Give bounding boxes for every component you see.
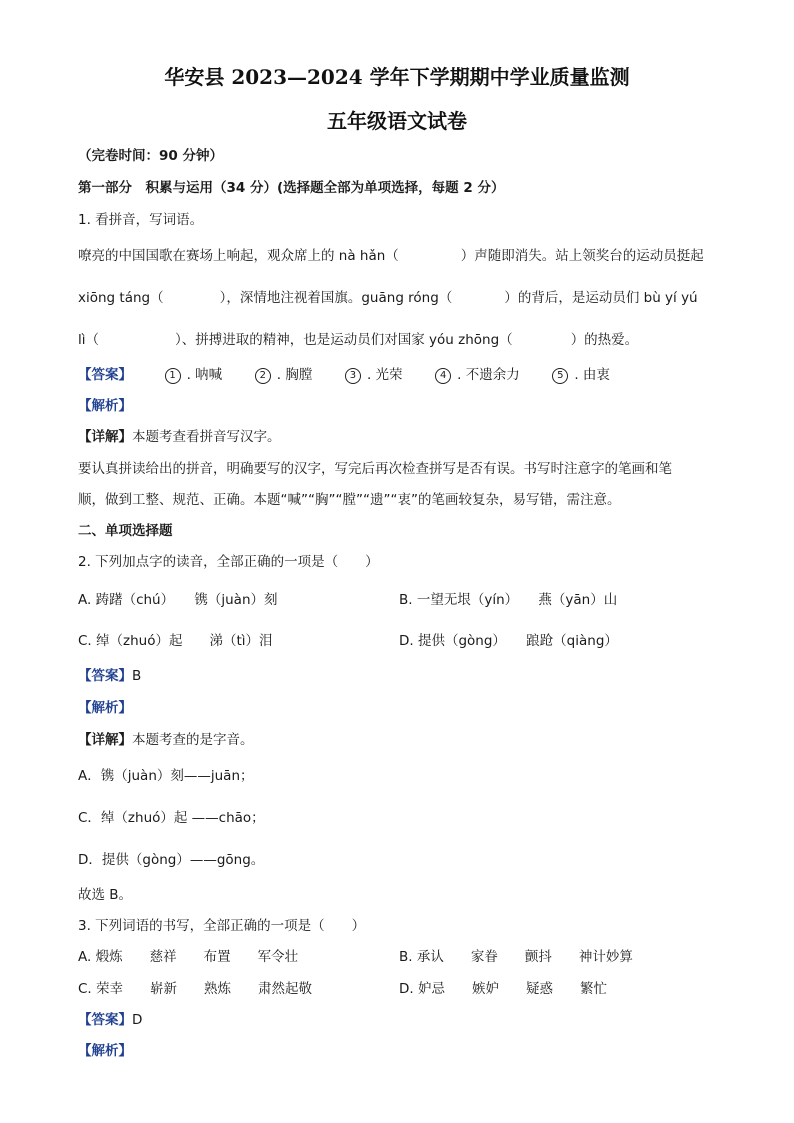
q1-line3-part-c: ）的热爱。 xyxy=(570,332,639,348)
q1-answer-tag: 【答案】 xyxy=(78,367,132,383)
q1-detail xyxy=(78,428,281,446)
q1-line2-part-a: xiōng táng（ xyxy=(78,290,164,306)
q3-option-b: B. 承认 家眷 颤抖 神计妙算 xyxy=(399,949,633,965)
exam-title: 华安县 2023—2024 学年下学期期中学业质量监测 xyxy=(164,65,630,89)
q2-option-d: D. 提供（gòng） 踉跄（qiàng） xyxy=(399,633,618,649)
q1-detail-text: 本题考查看拼音写汉字。 xyxy=(132,429,281,445)
q3-answer-row xyxy=(78,1011,142,1029)
q1-explain-line2: 顺，做到工整、规范、正确。本题“喊”“胸”“膛”“遗”“衷”的笔画较复杂，易写错，需注意。 xyxy=(78,492,621,508)
q3-stem: 3. 下列词语的书写，全部正确的一项是（ ） xyxy=(78,918,366,934)
q2-answer-tag: 【答案】 xyxy=(78,668,132,684)
q2-explain-c: C．绰（zhuó）起 ——chāo； xyxy=(78,810,265,826)
q3-answer-value: D xyxy=(132,1012,143,1028)
q3-answer-tag: 【答案】 xyxy=(78,1012,132,1028)
circled-number-5: 5 xyxy=(552,368,568,384)
section2-heading: 二、单项选择题 xyxy=(78,523,173,539)
q1-line2-part-b: ），深情地注视着国旗。guāng róng（ xyxy=(219,290,453,306)
q2-detail xyxy=(78,731,254,749)
q2-detail-tag: 【详解】 xyxy=(78,732,132,748)
q1-stem: 1. 看拼音，写词语。 xyxy=(78,212,204,228)
q3-analysis-tag: 【解析】 xyxy=(78,1043,132,1059)
q1-answer-row xyxy=(78,366,610,384)
q1-line1-part-b: ）声随即消失。站上领奖台的运动员挺起 xyxy=(460,248,704,264)
q3-option-c: C. 荣幸 崭新 熟炼 肃然起敬 xyxy=(78,981,313,997)
q1-line1 xyxy=(78,247,704,265)
q1-answer-4: 4 . 不遗余力 xyxy=(435,367,520,383)
duration-note: （完卷时间：90 分钟） xyxy=(78,148,223,164)
q1-answer-3: 3 . 光荣 xyxy=(345,367,403,383)
q1-line1-part-a: 嘹亮的中国国歌在赛场上响起，观众席上的 nà hǎn（ xyxy=(78,248,399,264)
q2-option-c: C. 绰（zhuó）起 涕（tì）泪 xyxy=(78,633,273,649)
q2-explain-a: A．镌（juàn）刻——juān； xyxy=(78,768,254,784)
q1-detail-tag: 【详解】 xyxy=(78,429,132,445)
q1-analysis-tag: 【解析】 xyxy=(78,398,132,414)
q2-option-b: B. 一望无垠（yín） 燕（yān）山 xyxy=(399,592,618,608)
q2-detail-text: 本题考查的是字音。 xyxy=(132,732,254,748)
q1-line3-part-b: ）、拼搏进取的精神，也是运动员们对国家 yóu zhōng（ xyxy=(175,332,513,348)
part1-heading: 第一部分 积累与运用（34 分）(选择题全部为单项选择，每题 2 分） xyxy=(78,180,505,196)
q2-stem: 2. 下列加点字的读音，全部正确的一项是（ ） xyxy=(78,554,379,570)
q2-answer-row xyxy=(78,667,141,685)
q2-option-a: A. 踌躇（chú） 镌（juàn）刻 xyxy=(78,592,278,608)
q1-answer-2: 2 . 胸膛 xyxy=(255,367,313,383)
q1-answer-1: 1 . 呐喊 xyxy=(165,367,223,383)
q3-option-a: A. 煅炼 慈祥 布置 军令壮 xyxy=(78,949,299,965)
circled-number-2: 2 xyxy=(255,368,271,384)
q1-explain-line1: 要认真拼读给出的拼音，明确要写的汉字，写完后再次检查拼写是否有误。书写时注意字的笔画和笔 xyxy=(78,461,672,477)
circled-number-4: 4 xyxy=(435,368,451,384)
circled-number-3: 3 xyxy=(345,368,361,384)
circled-number-1: 1 xyxy=(165,368,181,384)
q3-option-d: D. 妒忌 嫉妒 疑惑 繁忙 xyxy=(399,981,607,997)
q1-line3-part-a: lì（ xyxy=(78,332,100,348)
q2-conclusion: 故选 B。 xyxy=(78,887,133,903)
exam-subtitle: 五年级语文试卷 xyxy=(327,109,467,133)
q2-analysis-tag: 【解析】 xyxy=(78,700,132,716)
q1-line2 xyxy=(78,289,698,307)
q2-explain-d: D．提供（gòng）——gōng。 xyxy=(78,852,265,868)
q1-line3 xyxy=(78,331,638,349)
q2-answer-value: B xyxy=(132,668,142,684)
q1-line2-part-c: ）的背后，是运动员们 bù yí yú xyxy=(504,290,698,306)
q1-answer-5: 5 . 由衷 xyxy=(552,367,610,383)
